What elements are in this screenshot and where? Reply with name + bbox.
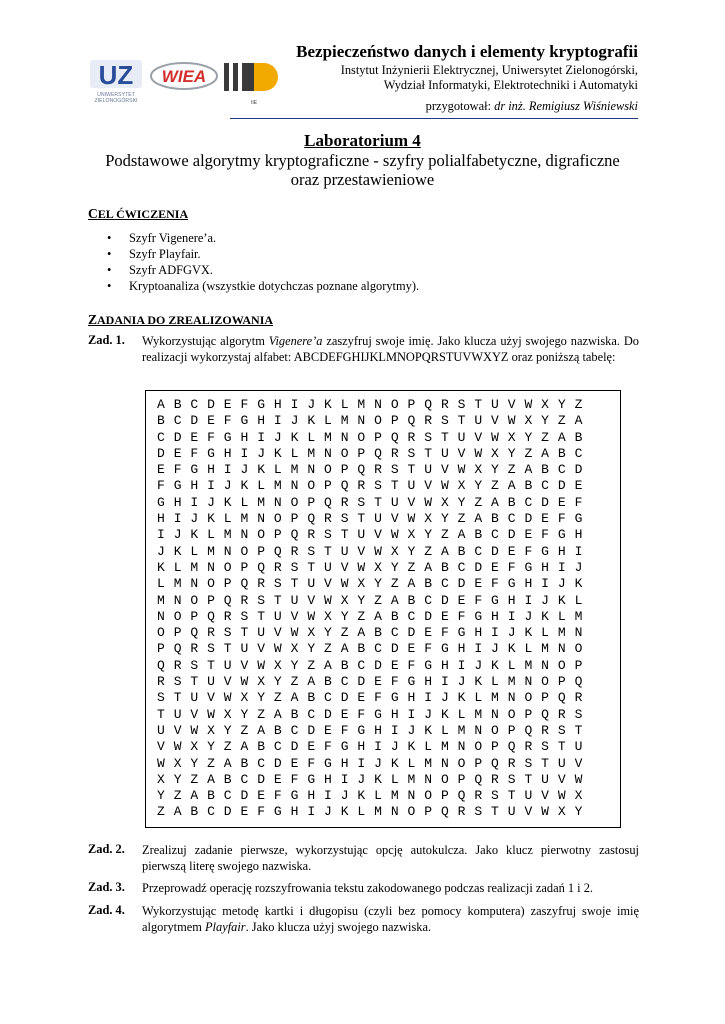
table-row: I J K L M N O P Q R S T U V W X Y Z A B C D E F G H [157,527,583,543]
table-row: T U V W X Y Z A B C D E F G H I J K L M N O P Q R S [157,706,583,722]
uz-logo-mark: UZ [98,60,134,90]
table-row: A B C D E F G H I J K L M N O P Q R S T U V W X Y Z [157,397,583,412]
table-row: P Q R S T U V W X Y Z A B C D E F G H I J K L M N O [157,641,583,657]
lab-subtitle-line-2: oraz przestawieniowe [290,170,435,189]
task-3-label: Zad. 3. [88,880,125,894]
task-4-label: Zad. 4. [88,903,125,917]
table-row: F G H I J K L M N O P Q R S T U V W X Y Z A B C D E [157,478,583,494]
lab-subtitle-line-1: Podstawowe algorytmy kryptograficzne - szyfry polialfabetyczne, digraficzne [105,151,620,170]
task-1-text [142,333,639,365]
header-divider [230,118,638,119]
institute-line: Instytut Inżynierii Elektrycznej, Uniwersytet Zielonogórski, [340,63,638,77]
task-4-text-b: . Jako klucza użyj swojego nazwiska. [245,920,432,934]
course-title: Bezpieczeństwo danych i elementy kryptografii [296,42,638,61]
bullet-icon: • [107,263,112,277]
task-4-text-em: Playfair [204,920,246,934]
table-row: B C D E F G H I J K L M N O P Q R S T U V W X Y Z A [157,413,583,429]
list-item-text: Kryptoanaliza (wszystkie dotychczas poznane algorytmy). [129,279,420,293]
wiea-logo-mark: WIEA [161,67,207,86]
table-row: J K L M N O P Q R S T U V W X Y Z A B C D E F G H I [157,543,583,559]
list-item-text: Szyfr Playfair. [129,247,201,261]
task-3-text: Przeprowadź operację rozszyfrowania tekstu zakodowanego podczas realizacji zadań 1 i 2. [142,881,594,895]
goal-list [107,230,419,294]
goal-heading [88,206,188,222]
table-row: W X Y Z A B C D E F G H I J K L M N O P Q R S T U V [157,755,583,771]
table-row: O P Q R S T U V W X Y Z A B C D E F G H I J K L M N [157,625,583,641]
uz-logo-caption-2: ZIELONOGÓRSKI [94,98,138,104]
task-4-text-a: Wykorzystując metodę kartki i długopisu (czyli bez pomocy komputera) zaszyfruj swoje imię algorytmem [142,904,639,934]
iie-logo [224,63,278,106]
uz-logo-caption-1: UNIWERSYTET [97,92,135,98]
wiea-logo [151,63,217,89]
goal-heading-rest: EL ĆWICZENIA [97,207,189,221]
task-2-text: Zrealizuj zadanie pierwsze, wykorzystując opcję autokulcza. Jako klucz pierwotny zastosuj pierwszą literę swojego nazwiska. [142,843,639,873]
prepared-by [426,99,638,114]
header-logos [88,58,288,108]
table-row: D E F G H I J K L M N O P Q R S T U V W X Y Z A B C [157,445,583,461]
task-1-text-a: Wykorzystując algorytm [142,334,269,348]
table-row: U V W X Y Z A B C D E F G H I J K L M N O P Q R S T [157,722,583,738]
task-4-text [142,903,639,935]
task-1-text-b: zaszyfruj swoje imię. Jako klucza użyj swojego nazwiska. Do realizacji wykorzystaj alfabet: ABCDEFGHIJKLMNOPQRSTUVWXYZ oraz poniższą tabelę: [142,334,639,364]
table-row: S T U V W X Y Z A B C D E F G H I J K L M N O P Q R [157,690,583,706]
table-row: V W X Y Z A B C D E F G H I J K L M N O P Q R S T U [157,739,583,755]
table-row: C D E F G H I J K L M N O P Q R S T U V W X Y Z A B [157,429,583,445]
table-row: G H I J K L M N O P Q R S T U V W X Y Z A B C D E F [157,494,583,510]
iie-logo-mark: IIE [250,100,258,106]
author-name: dr inż. Remigiusz Wiśniewski [494,99,638,113]
table-row: M N O P Q R S T U V W X Y Z A B C D E F G H I J K L [157,592,583,608]
table-row: H I J K L M N O P Q R S T U V W X Y Z A B C D E F G [157,511,583,527]
lab-title: Laboratorium 4 [304,131,421,150]
list-item [107,278,419,294]
table-row: K L M N O P Q R S T U V W X Y Z A B C D E F G H I J [157,559,583,575]
prepared-label: przygotował: [425,99,495,113]
vigenere-table [157,397,583,821]
bullet-icon: • [107,247,112,261]
tasks-heading [88,312,273,328]
bullet-icon: • [107,231,112,245]
table-row: Y Z A B C D E F G H I J K L M N O P Q R S T U V W X [157,788,583,804]
list-item-text: Szyfr Vigenere’a. [129,231,217,245]
table-row: Z A B C D E F G H I J K L M N O P Q R S T U V W X Y [157,804,583,820]
table-row: X Y Z A B C D E F G H I J K L M N O P Q R S T U V W [157,771,583,787]
list-item [107,230,419,246]
list-item [107,246,419,262]
table-row: Q R S T U V W X Y Z A B C D E F G H I J K L M N O P [157,657,583,673]
table-row: N O P Q R S T U V W X Y Z A B C D E F G H I J K L M [157,608,583,624]
task-2-label: Zad. 2. [88,842,125,856]
task-1-text-em: Vigenere’a [268,334,323,348]
tasks-heading-rest: ADANIA DO ZREALIZOWANIA [97,313,274,327]
table-row: E F G H I J K L M N O P Q R S T U V W X Y Z A B C D [157,462,583,478]
tasks-heading-initial: Z [88,312,98,327]
faculty-line: Wydział Informatyki, Elektrotechniki i Automatyki [383,78,638,92]
uz-logo [90,60,142,104]
table-row: L M N O P Q R S T U V W X Y Z A B C D E F G H I J K [157,576,583,592]
goal-heading-initial: C [88,206,98,221]
list-item [107,262,419,278]
list-item-text: Szyfr ADFGVX. [129,263,213,277]
bullet-icon: • [107,279,112,293]
task-1-label: Zad. 1. [88,333,125,347]
table-row: R S T U V W X Y Z A B C D E F G H I J K L M N O P Q [157,674,583,690]
